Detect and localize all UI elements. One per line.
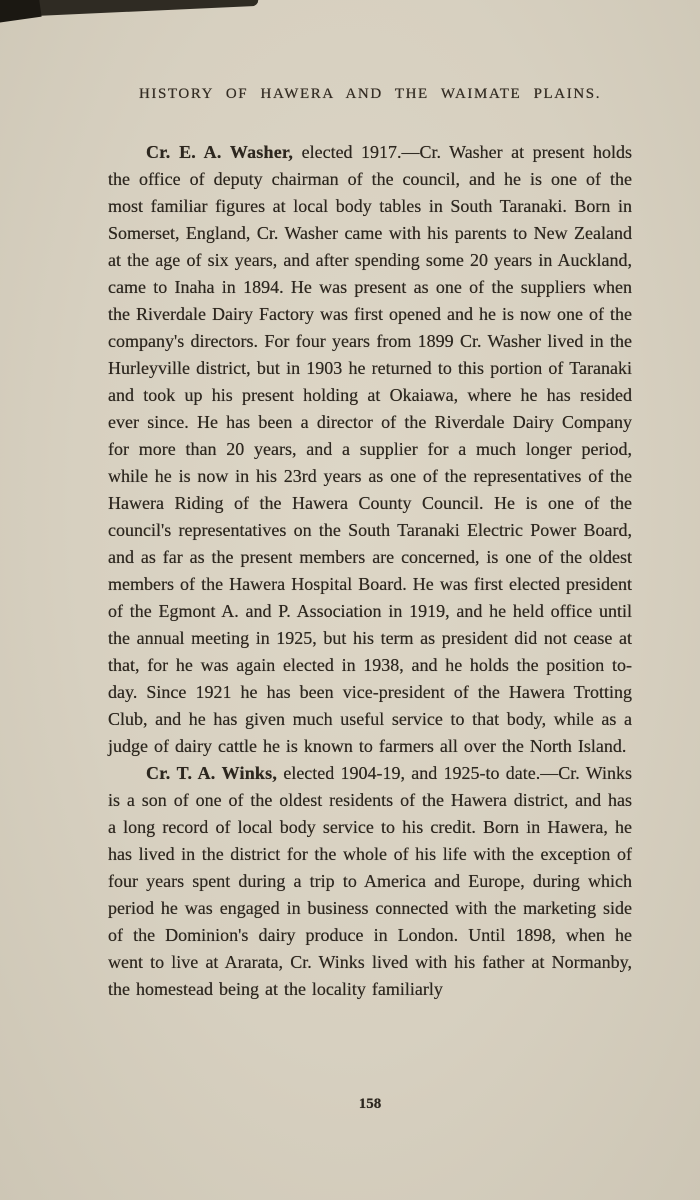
paragraph-winks-lead: Cr. T. A. Winks, bbox=[146, 763, 278, 783]
paragraph-washer-body: elected 1917.—Cr. Washer at present holds the office of deputy chairman of the council, and he is one of the most familiar figures at local body tables in South Taranaki. Born in Somerset, England, Cr. Washer came with his parents to New Zealand at the age of six years, and after spending some 20 years in Auckland, came to Inaha in 1894. He was present as one of the suppliers when the Riverdale Dairy Factory was first opened and he is now one of the company's directors. For four years from 1899 Cr. Washer lived in the Hurleyville district, but in 1903 he returned to this portion of Taranaki and took up his present holding at Okaiawa, where he has resided ever since. He has been a director of the Riverdale Dairy Company for more than 20 years, and a supplier for a much longer period, while he is now in his 23rd years as one of the representatives of the Hawera Riding of the Hawera County Council. He is one of the council's representatives on the South Taranaki Electric Power Board, and as far as the present members are concerned, is one of the oldest members of the Hawera Hospital Board. He was first elected president of the Egmont A. and P. Association in 1919, and he held office until the annual meeting in 1925, but his term as president did not cease at that, for he was again elected in 1938, and he holds the position to-day. Since 1921 he has been vice-president of the Hawera Trotting Club, and he has given much useful service to that body, while as a judge of dairy cattle he is known to farmers all over the North Island. bbox=[108, 142, 632, 756]
running-header: HISTORY OF HAWERA AND THE WAIMATE PLAINS. bbox=[138, 86, 602, 102]
page-content bbox=[108, 86, 632, 1003]
paragraph-washer-lead: Cr. E. A. Washer, bbox=[146, 142, 294, 162]
paragraph-winks-body: elected 1904-19, and 1925-to date.—Cr. Winks is a son of one of the oldest residents of the Hawera district, and has a long record of local body service to his credit. Born in Hawera, he has lived in the district for the whole of his life with the exception of four years spent during a trip to America and Europe, during which period he was engaged in business connected with the marketing side of the Dominion's dairy produce in London. Until 1898, when he went to live at Ararata, Cr. Winks lived with his father at Normanby, the homestead being at the locality familiarly bbox=[108, 763, 633, 999]
paragraph-washer bbox=[108, 139, 632, 760]
paragraph-winks bbox=[108, 760, 632, 1003]
page-number: 158 bbox=[358, 1096, 382, 1112]
scan-corner-artifact bbox=[0, 0, 42, 23]
